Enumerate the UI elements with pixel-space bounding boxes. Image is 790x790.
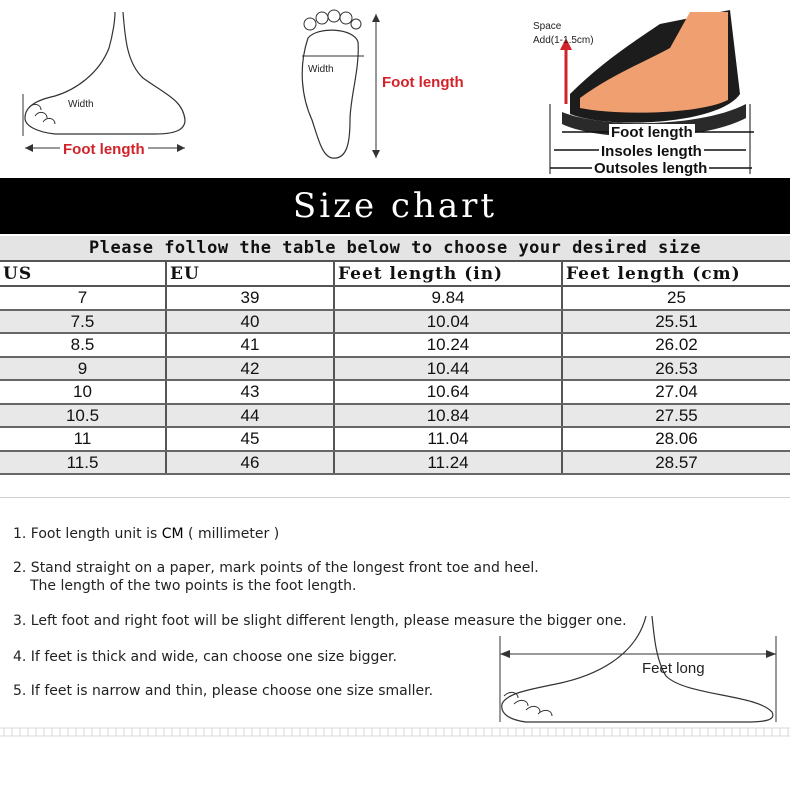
cell-cm: 28.57 [562,451,790,475]
side-width-label: Width [68,99,94,110]
table-row [0,380,790,404]
cell-in: 10.44 [334,357,562,381]
cell-cm: 26.02 [562,333,790,357]
cell-in: 10.64 [334,380,562,404]
cell-cm: 27.04 [562,380,790,404]
header-us: US [0,262,166,286]
note-4: 4. If feet is thick and wide, can choose one size bigger. [13,649,397,665]
cell-cm: 25.51 [562,310,790,334]
measurement-notes [0,497,790,734]
cell-us: 7.5 [0,310,166,334]
note-2-line-1: 2. Stand straight on a paper, mark points of the longest front toe and heel. [13,560,539,576]
cell-us: 11.5 [0,451,166,475]
banner-title: Size chart [292,186,498,226]
note-1-suffix: ( millimeter ) [183,526,280,542]
outsoles-length-label: Outsoles length [594,160,708,177]
cell-in: 9.84 [334,286,562,310]
note-5: 5. If feet is narrow and thin, please choose one size smaller. [13,683,434,699]
header-eu: EU [166,262,334,286]
cell-us: 8.5 [0,333,166,357]
table-row [0,310,790,334]
size-chart-banner [0,178,790,234]
space-label: Space [533,21,562,32]
cell-in: 10.84 [334,404,562,428]
table-row [0,404,790,428]
sole-foot-length-label: Foot length [382,74,464,91]
table-row [0,286,790,310]
cell-eu: 42 [166,357,334,381]
size-table-section [0,236,790,475]
size-table [0,262,790,475]
cell-eu: 43 [166,380,334,404]
cell-us: 7 [0,286,166,310]
header-feet-length-in: Feet length (in) [334,262,562,286]
sole-width-label: Width [308,64,334,75]
insoles-length-label: Insoles length [601,143,702,160]
table-row [0,427,790,451]
cell-in: 11.04 [334,427,562,451]
space-add-label: Add(1-1.5cm) [533,35,594,46]
cell-eu: 40 [166,310,334,334]
header-feet-length-cm: Feet length (cm) [562,262,790,286]
table-row [0,333,790,357]
cell-cm: 27.55 [562,404,790,428]
cell-eu: 39 [166,286,334,310]
cell-in: 11.24 [334,451,562,475]
note-3: 3. Left foot and right foot will be slight different length, please measure the bigger one. [13,613,627,629]
table-row [0,357,790,381]
note-1-prefix: 1. Foot length unit is [13,526,162,542]
cell-cm: 25 [562,286,790,310]
cell-us: 9 [0,357,166,381]
cell-in: 10.04 [334,310,562,334]
table-header-row [0,262,790,286]
cell-us: 10 [0,380,166,404]
cell-eu: 41 [166,333,334,357]
shoe-foot-length-label: Foot length [611,124,693,141]
cell-eu: 44 [166,404,334,428]
table-instruction: Please follow the table below to choose your desired size [0,236,790,262]
feet-long-label: Feet long [642,660,705,677]
foot-sole-illustration [288,8,388,168]
cell-eu: 46 [166,451,334,475]
note-1 [13,526,279,542]
table-row [0,451,790,475]
cell-us: 11 [0,427,166,451]
note-1-unit: CM [161,526,184,542]
cell-eu: 45 [166,427,334,451]
cell-cm: 26.53 [562,357,790,381]
cell-cm: 28.06 [562,427,790,451]
note-2-line-2: The length of the two points is the foot length. [30,578,357,594]
ruler-strip [0,727,790,737]
top-illustrations [0,0,790,178]
cell-us: 10.5 [0,404,166,428]
cell-in: 10.24 [334,333,562,357]
side-foot-length-label: Foot length [60,141,148,158]
